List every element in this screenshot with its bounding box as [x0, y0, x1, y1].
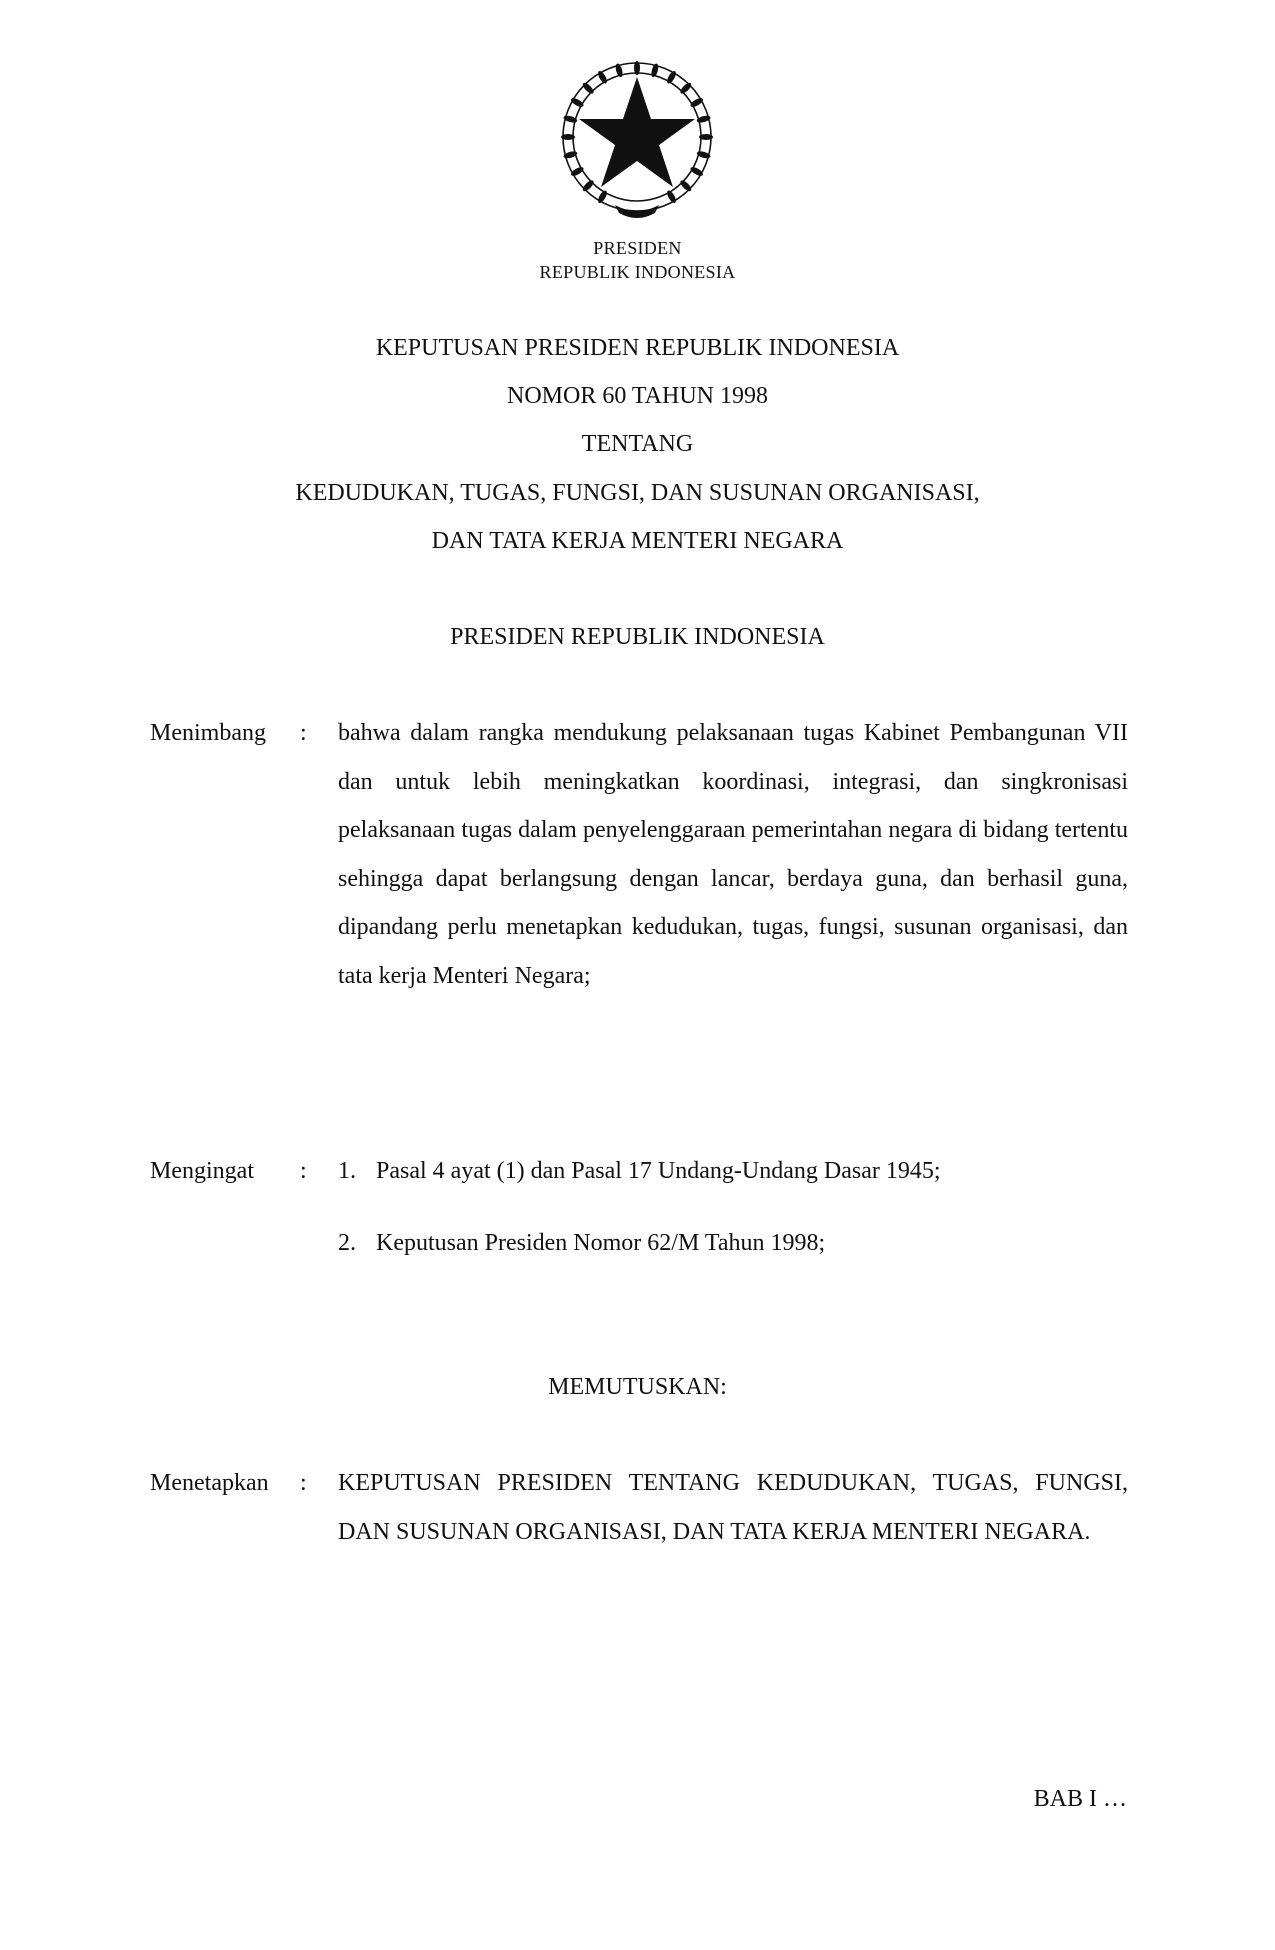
garuda-star-emblem-icon [555, 55, 720, 220]
list-item-text: Pasal 4 ayat (1) dan Pasal 17 Undang-Undang Dasar 1945; [376, 1158, 941, 1184]
decree-subject-line2: DAN TATA KERJA MENTERI NEGARA [431, 528, 844, 554]
menetapkan-text: KEPUTUSAN PRESIDEN TENTANG KEDUDUKAN, TUGAS, FUNGSI, DAN SUSUNAN ORGANISASI, DAN TATA KERJA MENTERI NEGARA. [338, 1470, 1128, 1545]
list-item [338, 1228, 1128, 1258]
menimbang-text: bahwa dalam rangka mendukung pelaksanaan tugas Kabinet Pembangunan VII dan untuk lebih meningkatkan koordinasi, integrasi, dan singkronisasi pelaksanaan tugas dalam penyelenggaraan pemerintahan negara di bidang tertentu sehingga dapat berlangsung dengan lancar, berdaya guna, dan berhasil guna, dipandang perlu menetapkan kedudukan, tugas, fungsi, susunan organisasi, dan tata kerja Menteri Negara; [338, 720, 1128, 989]
memutuskan-heading: MEMUTUSKAN: [548, 1374, 727, 1400]
next-page-marker: BAB I … [1033, 1786, 1127, 1812]
mengingat-label: Mengingat [150, 1158, 254, 1184]
header-line-republic: REPUBLIK INDONESIA [539, 262, 736, 282]
header-line-president: PRESIDEN [593, 238, 682, 258]
decree-subject-line1: KEDUDUKAN, TUGAS, FUNGSI, DAN SUSUNAN ORGANISASI, [295, 480, 980, 506]
menimbang-colon: : [300, 720, 307, 746]
list-item-text: Keputusan Presiden Nomor 62/M Tahun 1998; [376, 1230, 826, 1256]
menetapkan-label: Menetapkan [150, 1470, 269, 1496]
decree-title: KEPUTUSAN PRESIDEN REPUBLIK INDONESIA [375, 335, 900, 361]
menimbang-label: Menimbang [150, 720, 266, 746]
decree-number: NOMOR 60 TAHUN 1998 [507, 383, 768, 409]
decree-about: TENTANG [581, 431, 694, 457]
mengingat-colon: : [300, 1158, 307, 1184]
menetapkan-colon: : [300, 1470, 307, 1496]
issuer-heading: PRESIDEN REPUBLIK INDONESIA [450, 624, 825, 650]
list-item [338, 1156, 1128, 1186]
list-item-number: 2. [338, 1230, 356, 1256]
list-item-number: 1. [338, 1158, 356, 1184]
